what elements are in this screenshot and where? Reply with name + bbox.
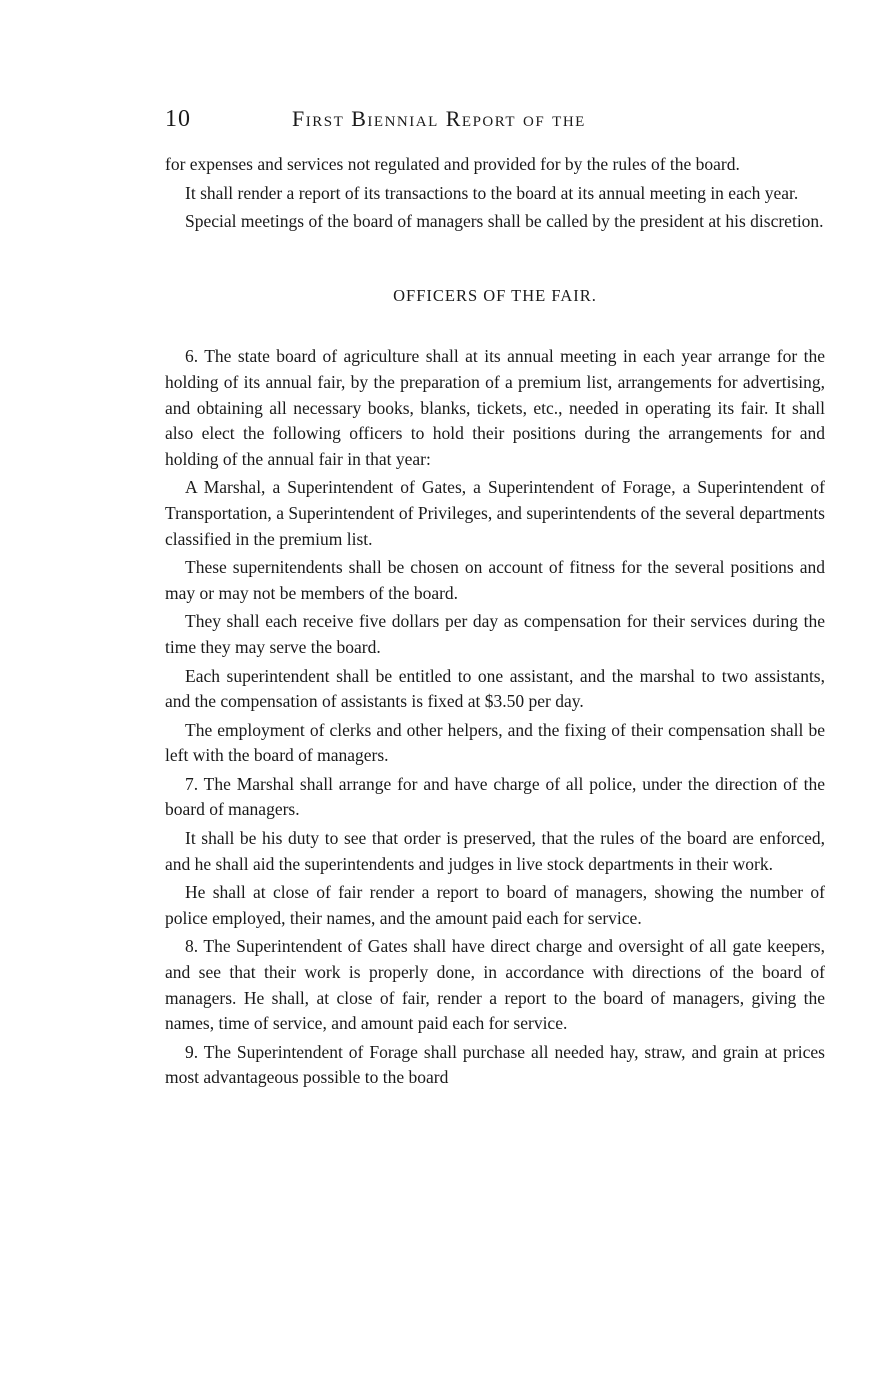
section-title: OFFICERS OF THE FAIR. [393,285,597,305]
page-header [165,106,825,142]
paragraph-compensation: They shall each receive five dollars per day as compensation for their services during the time they may serve the board. [165,611,825,657]
page-number: 10 [165,106,191,132]
paragraph-officers-list: A Marshal, a Superintendent of Gates, a Superintendent of Forage, a Superintendent of Transportation, a Superintendent of Privileges, and superintendents of the several departments classified in the premium list. [165,477,825,549]
paragraph-section-6: 6. The state board of agriculture shall at its annual meeting in each year arrange for the holding of its annual fair, by the preparation of a premium list, arrangements for advertising, and obtaining all necessary books, blanks, tickets, etc., needed in operating its fair. It shall also elect the following officers to hold their positions during the arrangements for and holding of the annual fair in that year: [165,346,825,469]
paragraph-clerks: The employment of clerks and other helpers, and the fixing of their compensation shall be left with the board of managers. [165,719,825,766]
paragraph-section-7: 7. The Marshal shall arrange for and have charge of all police, under the direction of the board of managers. [165,773,825,820]
paragraph-marshal-duty: It shall be his duty to see that order is preserved, that the rules of the board are enforced, and he shall aid the superintendents and judges in live stock departments in their work. [165,828,825,874]
paragraph-section-8: 8. The Superintendent of Gates shall have direct charge and oversight of all gate keepers, and see that their work is properly done, in accordance with directions of the board of managers. He shall, at close of fair, render a report to the board of managers, giving the names, time of service, and amount paid each for service. [165,936,825,1034]
body-text [165,152,825,1091]
paragraph-assistants: Each superintendent shall be entitled to one assistant, and the marshal to two assistants, and the compensation of assistants is fixed at $3.50 per day. [165,665,825,712]
paragraph-report: It shall render a report of its transactions to the board at its annual meeting in each year. [185,182,799,203]
paragraph-continuation: for expenses and services not regulated and provided for by the rules of the board. [165,154,740,174]
paragraph-marshal-report: He shall at close of fair render a report to board of managers, showing the number of police employed, their names, and the amount paid each for service. [165,882,825,928]
running-head: First Biennial Report of the [292,106,586,131]
paragraph-special-meetings: Special meetings of the board of managers shall be called by the president at his discretion. [185,211,824,232]
paragraph-section-9: 9. The Superintendent of Forage shall purchase all needed hay, straw, and grain at prices most advantageous possible to the board [165,1041,825,1088]
paragraph-superintendents-chosen: These supernitendents shall be chosen on account of fitness for the several positions and may or may not be members of the board. [165,557,825,603]
